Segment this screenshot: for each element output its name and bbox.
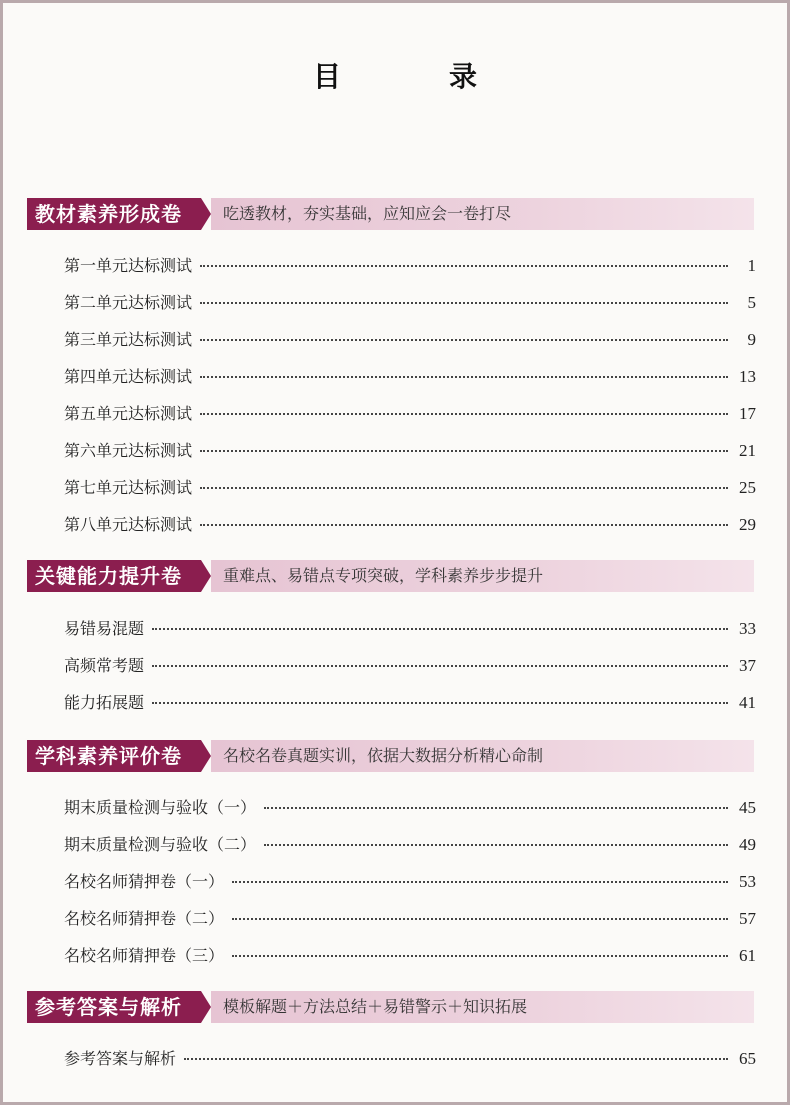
toc-item[interactable] — [64, 869, 756, 893]
toc-item-label: 易错易混题 — [64, 619, 145, 638]
toc-item-label: 能力拓展题 — [64, 693, 145, 712]
toc-item-page: 41 — [739, 693, 756, 712]
toc-item-page: 17 — [739, 404, 756, 423]
section-header-answers — [27, 991, 754, 1023]
section-tag: 关键能力提升卷 — [27, 560, 201, 592]
toc-item-page: 45 — [739, 798, 756, 817]
toc-item[interactable] — [64, 943, 756, 967]
toc-item-label: 名校名师猜押卷（三） — [64, 946, 225, 965]
toc-item-page: 29 — [739, 515, 756, 534]
toc-item[interactable] — [64, 253, 756, 277]
leader-dots — [264, 807, 728, 809]
toc-item[interactable] — [64, 690, 756, 714]
toc-item-page: 5 — [747, 293, 756, 312]
toc-item-label: 第五单元达标测试 — [64, 404, 193, 423]
toc-item[interactable] — [64, 364, 756, 388]
leader-dots — [152, 702, 728, 704]
page-title: 目 录 — [312, 60, 517, 93]
leader-dots — [200, 487, 728, 489]
section-tag: 教材素养形成卷 — [27, 198, 201, 230]
leader-dots — [200, 265, 728, 267]
toc-item[interactable] — [64, 616, 756, 640]
toc-item-page: 21 — [739, 441, 756, 460]
leader-dots — [232, 881, 728, 883]
toc-item-page: 49 — [739, 835, 756, 854]
leader-dots — [200, 376, 728, 378]
section-subtitle: 吃透教材，夯实基础，应知应会一卷打尽 — [211, 198, 754, 230]
leader-dots — [152, 628, 728, 630]
leader-dots — [200, 339, 728, 341]
toc-item-label: 名校名师猜押卷（一） — [64, 872, 225, 891]
leader-dots — [200, 302, 728, 304]
leader-dots — [152, 665, 728, 667]
section-header-key-ability — [27, 560, 754, 592]
toc-item-label: 期末质量检测与验收（二） — [64, 835, 257, 854]
toc-item-page: 37 — [739, 656, 756, 675]
toc-item[interactable] — [64, 832, 756, 856]
leader-dots — [184, 1058, 728, 1060]
toc-item-page: 9 — [747, 330, 756, 349]
leader-dots — [200, 413, 728, 415]
toc-item-page: 65 — [739, 1049, 756, 1068]
leader-dots — [232, 918, 728, 920]
toc-item-page: 13 — [739, 367, 756, 386]
toc-item[interactable] — [64, 438, 756, 462]
toc-item-label: 第三单元达标测试 — [64, 330, 193, 349]
toc-item[interactable] — [64, 906, 756, 930]
section-tag: 学科素养评价卷 — [27, 740, 201, 772]
toc-item[interactable] — [64, 1046, 756, 1070]
toc-item-label: 期末质量检测与验收（一） — [64, 798, 257, 817]
section-header-textbook — [27, 198, 754, 230]
section-subtitle: 模板解题＋方法总结＋易错警示＋知识拓展 — [211, 991, 754, 1023]
section-tag: 参考答案与解析 — [27, 991, 201, 1023]
toc-item-label: 名校名师猜押卷（二） — [64, 909, 225, 928]
leader-dots — [264, 844, 728, 846]
leader-dots — [200, 450, 728, 452]
section-subtitle: 重难点、易错点专项突破，学科素养步步提升 — [211, 560, 754, 592]
section-subtitle: 名校名卷真题实训，依据大数据分析精心命制 — [211, 740, 754, 772]
toc-item[interactable] — [64, 401, 756, 425]
leader-dots — [232, 955, 728, 957]
toc-item-label: 第四单元达标测试 — [64, 367, 193, 386]
toc-item-label: 高频常考题 — [64, 656, 145, 675]
toc-item-page: 25 — [739, 478, 756, 497]
toc-item[interactable] — [64, 327, 756, 351]
toc-item-label: 第一单元达标测试 — [64, 256, 193, 275]
toc-item-page: 53 — [739, 872, 756, 891]
section-header-evaluation — [27, 740, 754, 772]
toc-item[interactable] — [64, 290, 756, 314]
toc-item[interactable] — [64, 475, 756, 499]
toc-item-label: 第六单元达标测试 — [64, 441, 193, 460]
toc-item-page: 33 — [739, 619, 756, 638]
toc-item-label: 第八单元达标测试 — [64, 515, 193, 534]
leader-dots — [200, 524, 728, 526]
toc-item[interactable] — [64, 795, 756, 819]
toc-item-page: 57 — [739, 909, 756, 928]
toc-item-page: 61 — [739, 946, 756, 965]
toc-item-label: 第二单元达标测试 — [64, 293, 193, 312]
toc-item-label: 参考答案与解析 — [64, 1049, 177, 1068]
toc-item[interactable] — [64, 512, 756, 536]
toc-item-page: 1 — [747, 256, 756, 275]
toc-item[interactable] — [64, 653, 756, 677]
toc-item-label: 第七单元达标测试 — [64, 478, 193, 497]
